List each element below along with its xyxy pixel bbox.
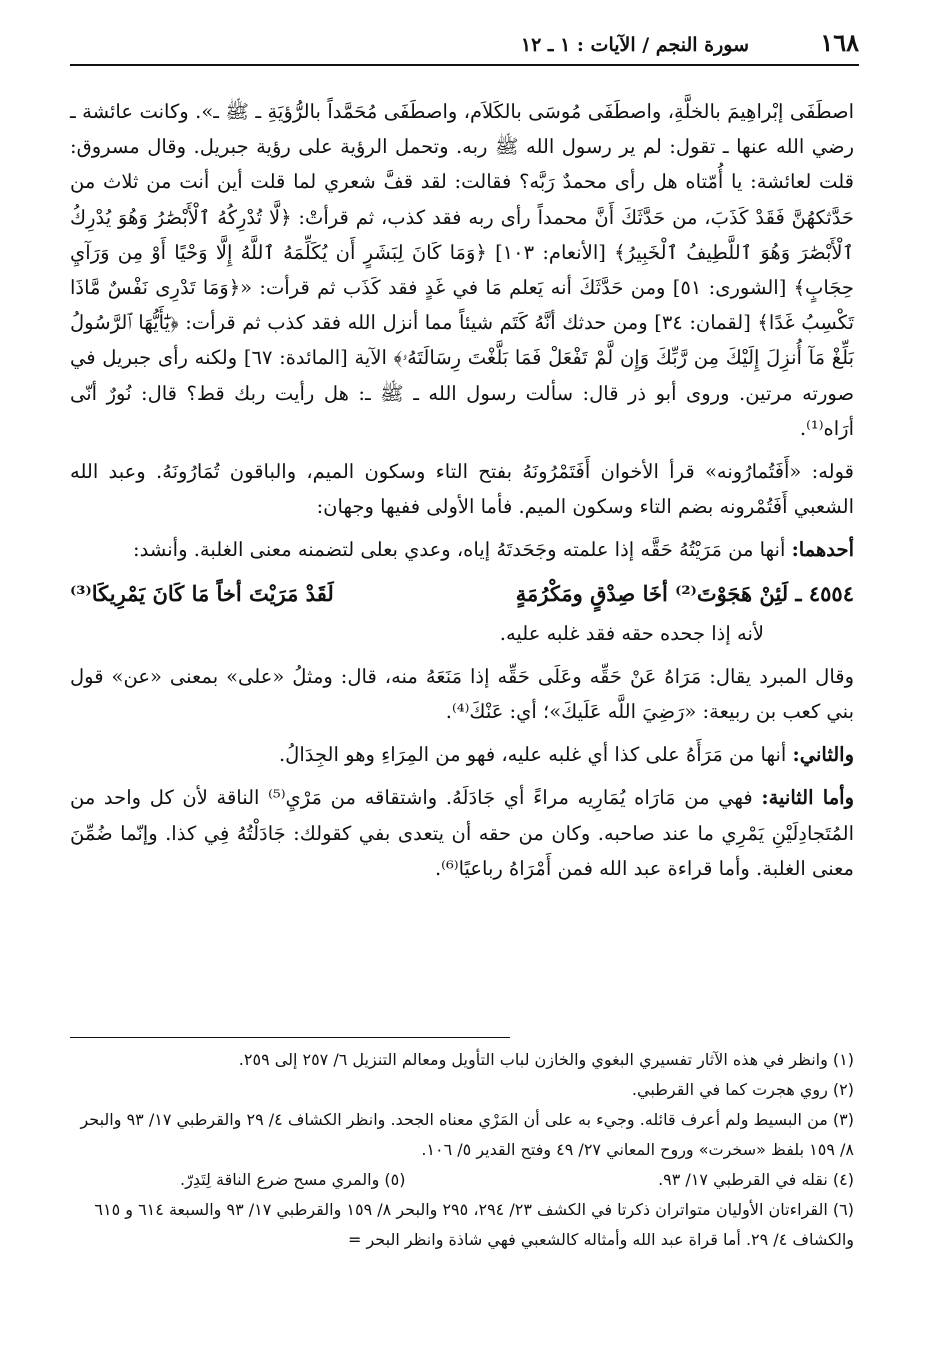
paragraph-6-text: أنها من مَرَأَهُ على كذا أي غلبه عليه، فهو من المِرَاءِ وهو الجِدَالُ. (278, 743, 793, 767)
footnote-6: (٦) القراءتان الأوليان متواتران ذكرتا في الكشف ٢٣/ ٢٩٤، ٢٩٥ والبحر ٨/ ١٥٩ والقرطبي ١٧/ ٩٣ والسبعة ٦١٤ و ٦١٥ والكشاف ٤/ ٢٩. أما قراة عبد الله وأمثاله كالشعبي فهي شاذة وانظر البحر = (94, 1200, 854, 1249)
footnote-4: (٤) نقله في القرطبي ١٧/ ٩٣. (658, 1170, 854, 1189)
footnote-3: (٣) من البسيط ولم أعرف قائله. وجيء به على أن المَرْي معناه الجحد. وانظر الكشاف ٤/ ٢٩ والقرطبي ١٧/ ٩٣ والبحر ٨/ ١٥٩ بلفظ «سخرت» وروح المعاني ٢٧/ ٤٩ وفتح القدير ٥/ ١٠٦. (80, 1110, 854, 1159)
footnote-divider (70, 1037, 510, 1038)
footnote-1: (١) وانظر في هذه الآثار تفسيري البغوي والخازن لباب التأويل ومعالم التنزيل ٦/ ٢٥٧ إلى ٢٥٩. (238, 1050, 854, 1069)
page-number: ١٦٨ (820, 28, 859, 57)
verse-first-hemistich: ٤٥٥٤ ـ لَئِنْ هَجَوْتَ⁽²⁾ أخَا صِدْقٍ ومَكْرُمَةٍ (515, 580, 854, 606)
paragraph-7 (70, 780, 854, 886)
footnote-row-4-5 (70, 1165, 854, 1195)
paragraph-1: اصطَفَى إبْراهِيمَ بالخلَّةِ، واصطَفَى مُوسَى بالكَلاَم، واصطَفَى مُحَمَّداً بالرُّؤيَةِ ـ ﷺ ـ». وكانت عائشة ـ رضي الله عنها ـ تقول: لم ير رسول الله ﷺ ربه. وتحمل الرؤية على رؤية جبريل. وقال مسروق: قلت لعائشة: يا أُمّتاه هل رأى محمدٌ رَبَّه؟ فقالت: لقد قفَّ شعري لما قلت أين أنت من ثلاث من حَدَّثكهُنَّ فَقَدْ كَذَبَ، من حَدَّثَكَ أَنَّ محمداً رأى ربه فقد كذب، ثم قرأتْ: ﴿لَّا تُدْرِكُهُ ٱلْأَبْصَٰرُ وَهُوَ يُدْرِكُ ٱلْأَبْصَٰرَ وَهُوَ ٱللَّطِيفُ ٱلْخَبِيرُ﴾ [الأنعام: ١٠٣] ﴿وَمَا كَانَ لِبَشَرٍ أَن يُكَلِّمَهُ ٱللَّهُ إِلَّا وَحْيًا أَوْ مِن وَرَآيِ حِجَابٍ﴾ [الشورى: ٥١] ومن حَدَّثَكَ أنه يَعلم مَا في غَدٍ فقد كَذَب ثم قرأت: «﴿وَمَا تَدْرِى نَفْسٌ مَّاذَا تَكْسِبُ غَدًا﴾ [لقمان: ٣٤] ومن حدثك أنَّهُ كَتَم شيئاً مما أنزل الله فقد كذب ثم قرأت: ﴿يَٰٓأَيُّهَا ٱلرَّسُولُ بَلِّغْ مَآ أُنزِلَ إِلَيْكَ مِن رَّبِّكَ وَإِن لَّمْ تَفْعَلْ فَمَا بَلَّغْتَ رِسَالَتَهُۥ﴾ الآية [المائدة: ٦٧] ولكنه رأى جبريل في صورته مرتين. وروى أبو ذر قال: سألت رسول الله ـ ﷺ ـ: هل رأيت ربك قط؟ قال: نُورٌ أنّى أرَاه⁽¹⁾. (70, 100, 854, 440)
poetry-verse (70, 574, 854, 614)
paragraph-3-label: أحدهما: (791, 538, 854, 562)
paragraph-7-text: فهي من مَارَاه يُمَارِيه مراءً أي جَادَلَهُ. واشتقاقه من مَرْيِ⁽⁵⁾ الناقة لأن كل واحد من المُتَجادِلَيْنِ يَمْرِي ما عند صاحبه. وكان من حقه أن يتعدى بفي كقولك: جَادَلْتُهُ فِي كذا. وإنّما ضُمِّنَ معنى الغلبة. وأما قراءة عبد الله فمن أَمْرَاهُ رباعيًا⁽⁶⁾. (70, 786, 854, 880)
footnote-2: (٢) روي هجرت كما في القرطبي. (631, 1080, 854, 1099)
main-text (70, 94, 854, 886)
paragraph-3 (70, 532, 854, 567)
verse-second-hemistich: لَقَدْ مَرَيْتَ أخاً مَا كَانَ يَمْرِيكَا⁽³⁾ (70, 580, 334, 606)
paragraph-6 (70, 737, 854, 772)
paragraph-2: قوله: «أَفَتُمارُونه» قرأ الأخوان أَفَتَمْرُونَهُ بفتح التاء وسكون الميم، والباقون تُمَارُونَهُ. وعبد الله الشعبي أَفَتُمْرونه بضم التاء وسكون الميم. فأما الأولى ففيها وجهان: (70, 460, 854, 519)
paragraph-6-label: والثاني: (792, 743, 854, 767)
footnotes (70, 1045, 854, 1255)
paragraph-5: وقال المبرد يقال: مَرَاهُ عَنْ حَقِّه وعَلَى حَقِّه إذا مَنَعَهُ منه، قال: ومثلُ «على» بمعنى «عن» قول بني كعب بن ربيعة: «رَضِيَ اللَّه عَلَيكَ»؛ أي: عَنْكَ⁽⁴⁾. (70, 664, 854, 724)
page-header (70, 28, 859, 66)
paragraph-3-text: أنها من مَرَيْتُهُ حَقَّه إذا علمته وجَحَدتَهُ إياه، وعدي بعلى لتضمنه معنى الغلبة. وأنشد: (133, 538, 792, 562)
footnote-5: (٥) والمري مسح ضرع الناقة لِتَدِرّ. (180, 1170, 406, 1189)
paragraph-7-label: وأما الثانية: (761, 786, 854, 810)
paragraph-4: لأنه إذا جحده حقه فقد غلبه عليه. (499, 621, 764, 645)
surah-title: سورة النجم / الآيات : ١ ـ ١٢ (520, 34, 749, 56)
